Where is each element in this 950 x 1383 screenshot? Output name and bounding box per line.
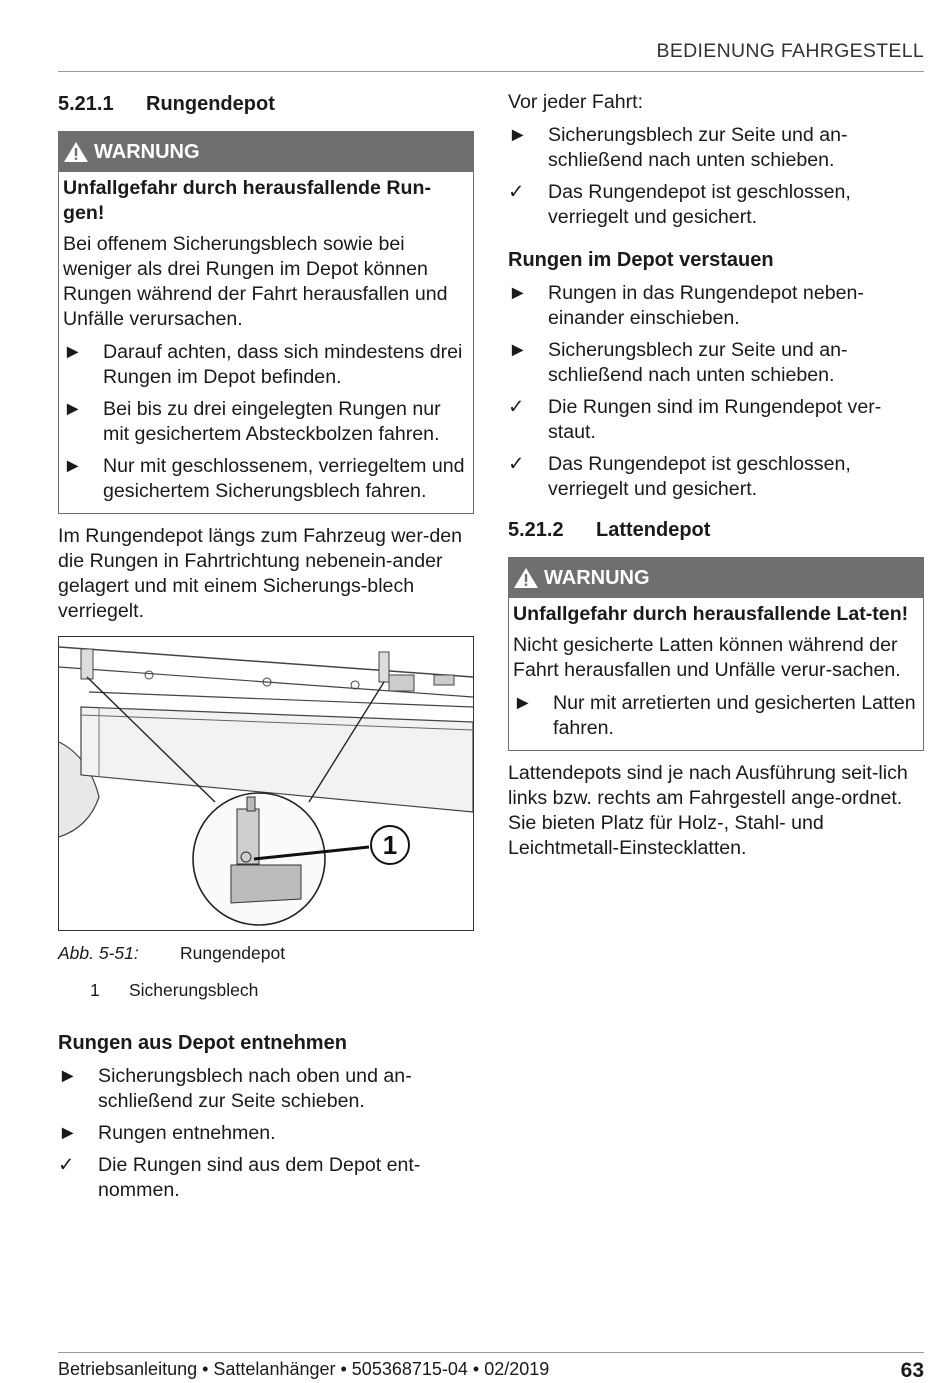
section-heading bbox=[508, 518, 924, 543]
bullet-marker: ► bbox=[58, 1122, 78, 1144]
callout-number: 1 bbox=[382, 830, 398, 860]
list-item bbox=[508, 180, 924, 230]
list-item bbox=[508, 452, 924, 502]
warning-list bbox=[513, 691, 919, 741]
legend-text: Sicherungsblech bbox=[129, 980, 259, 1000]
bullet-marker: ► bbox=[63, 455, 83, 477]
list-item-text: Rungen in das Rungendepot neben-einander einschieben. bbox=[548, 282, 864, 329]
list-item bbox=[63, 340, 469, 390]
section-title: Lattendepot bbox=[596, 519, 711, 541]
left-column bbox=[58, 90, 474, 1210]
figure-legend bbox=[58, 978, 474, 1003]
bullet-marker: ► bbox=[58, 1065, 78, 1087]
section-number: 5.21.2 bbox=[508, 519, 564, 541]
list-item-text: Rungen entnehmen. bbox=[98, 1122, 276, 1144]
intro-paragraph: Im Rungendepot längs zum Fahrzeug wer-den die Rungen in Fahrtrichtung nebenein-ander gelagert und mit einem Sicherungs-blech verriegelt. bbox=[58, 525, 463, 622]
check-marker: ✓ bbox=[508, 396, 525, 418]
list-item bbox=[63, 454, 469, 504]
rungendepot-illustration bbox=[59, 637, 473, 930]
list-item-text: Das Rungendepot ist geschlossen, verriegelt und gesichert. bbox=[548, 453, 851, 500]
bullet-marker: ► bbox=[508, 282, 528, 304]
bullet-marker: ► bbox=[508, 124, 528, 146]
warning-label: WARNUNG bbox=[544, 566, 650, 589]
check-marker: ✓ bbox=[58, 1154, 75, 1176]
bullet-marker: ► bbox=[508, 339, 528, 361]
page-footer bbox=[58, 1352, 924, 1383]
list-item bbox=[58, 1121, 474, 1146]
warning-title: Unfallgefahr durch herausfallende Lat-ten! bbox=[513, 603, 909, 625]
list-item bbox=[58, 1064, 474, 1114]
before-drive-intro: Vor jeder Fahrt: bbox=[508, 91, 644, 113]
list-item-text: Darauf achten, dass sich mindestens drei Rungen im Depot befinden. bbox=[103, 341, 463, 388]
warning-header bbox=[59, 132, 473, 172]
warning-box bbox=[508, 557, 924, 751]
list-item-text: Das Rungendepot ist geschlossen, verriegelt und gesichert. bbox=[548, 181, 851, 228]
figure-rungendepot bbox=[58, 636, 474, 931]
check-marker: ✓ bbox=[508, 453, 525, 475]
list-item-text: Bei bis zu drei eingelegten Rungen nur mit gesichertem Absteckbolzen fahren. bbox=[103, 398, 441, 445]
warning-header bbox=[509, 558, 923, 598]
figure-caption bbox=[58, 941, 474, 966]
list-item-text: Sicherungsblech nach oben und an-schließend zur Seite schieben. bbox=[98, 1065, 412, 1112]
stow-title: Rungen im Depot verstauen bbox=[508, 249, 774, 271]
before-drive-list bbox=[508, 123, 924, 230]
list-item bbox=[508, 338, 924, 388]
caption-text: Rungendepot bbox=[180, 943, 286, 963]
warning-text: Bei offenem Sicherungsblech sowie bei weniger als drei Rungen im Depot können Rungen während der Fahrt herausfallen und Unfälle verursachen. bbox=[63, 233, 448, 330]
remove-list bbox=[58, 1064, 474, 1203]
section-title: Rungendepot bbox=[146, 93, 275, 115]
warning-box bbox=[58, 131, 474, 514]
warning-title: Unfallgefahr durch herausfallende Run-gen! bbox=[63, 177, 431, 224]
legend-number: 1 bbox=[90, 980, 100, 1000]
list-item-text: Sicherungsblech zur Seite und an-schließend nach unten schieben. bbox=[548, 339, 848, 386]
bullet-marker: ► bbox=[513, 692, 533, 714]
section-heading bbox=[58, 92, 474, 117]
warning-icon bbox=[513, 567, 539, 589]
list-item-text: Die Rungen sind aus dem Depot ent-nommen. bbox=[98, 1154, 421, 1201]
list-item-text: Nur mit arretierten und gesicherten Latten fahren. bbox=[553, 692, 916, 739]
subsection-title: Rungen aus Depot entnehmen bbox=[58, 1032, 347, 1054]
footer-text: Betriebsanleitung • Sattelanhänger • 505368715-04 • 02/2019 bbox=[58, 1359, 550, 1379]
header-title: BEDIENUNG FAHRGESTELL bbox=[656, 40, 924, 62]
warning-icon bbox=[63, 141, 89, 163]
warning-label: WARNUNG bbox=[94, 140, 200, 163]
list-item bbox=[63, 397, 469, 447]
check-marker: ✓ bbox=[508, 181, 525, 203]
list-item bbox=[58, 1153, 474, 1203]
list-item bbox=[508, 281, 924, 331]
caption-label: Abb. 5-51: bbox=[58, 943, 139, 963]
warning-list bbox=[63, 340, 469, 504]
bullet-marker: ► bbox=[63, 398, 83, 420]
list-item bbox=[513, 691, 919, 741]
stow-list bbox=[508, 281, 924, 502]
warning-text: Nicht gesicherte Latten können während der Fahrt herausfallen und Unfälle verur-sachen. bbox=[513, 634, 901, 681]
list-item bbox=[508, 123, 924, 173]
list-item-text: Nur mit geschlossenem, verriegeltem und gesichertem Sicherungsblech fahren. bbox=[103, 455, 465, 502]
right-column bbox=[508, 90, 924, 869]
list-item-text: Die Rungen sind im Rungendepot ver-staut. bbox=[548, 396, 882, 443]
list-item-text: Sicherungsblech zur Seite und an-schließend nach unten schieben. bbox=[548, 124, 848, 171]
list-item bbox=[508, 395, 924, 445]
page-header bbox=[58, 40, 924, 72]
lattendepot-paragraph: Lattendepots sind je nach Ausführung seit-lich links bzw. rechts am Fahrgestell ange-ordnet. Sie bieten Platz für Holz-, Stahl- und Leichtmetall-Einstecklatten. bbox=[508, 762, 908, 859]
bullet-marker: ► bbox=[63, 341, 83, 363]
page-number: 63 bbox=[900, 1359, 924, 1382]
section-number: 5.21.1 bbox=[58, 93, 114, 115]
